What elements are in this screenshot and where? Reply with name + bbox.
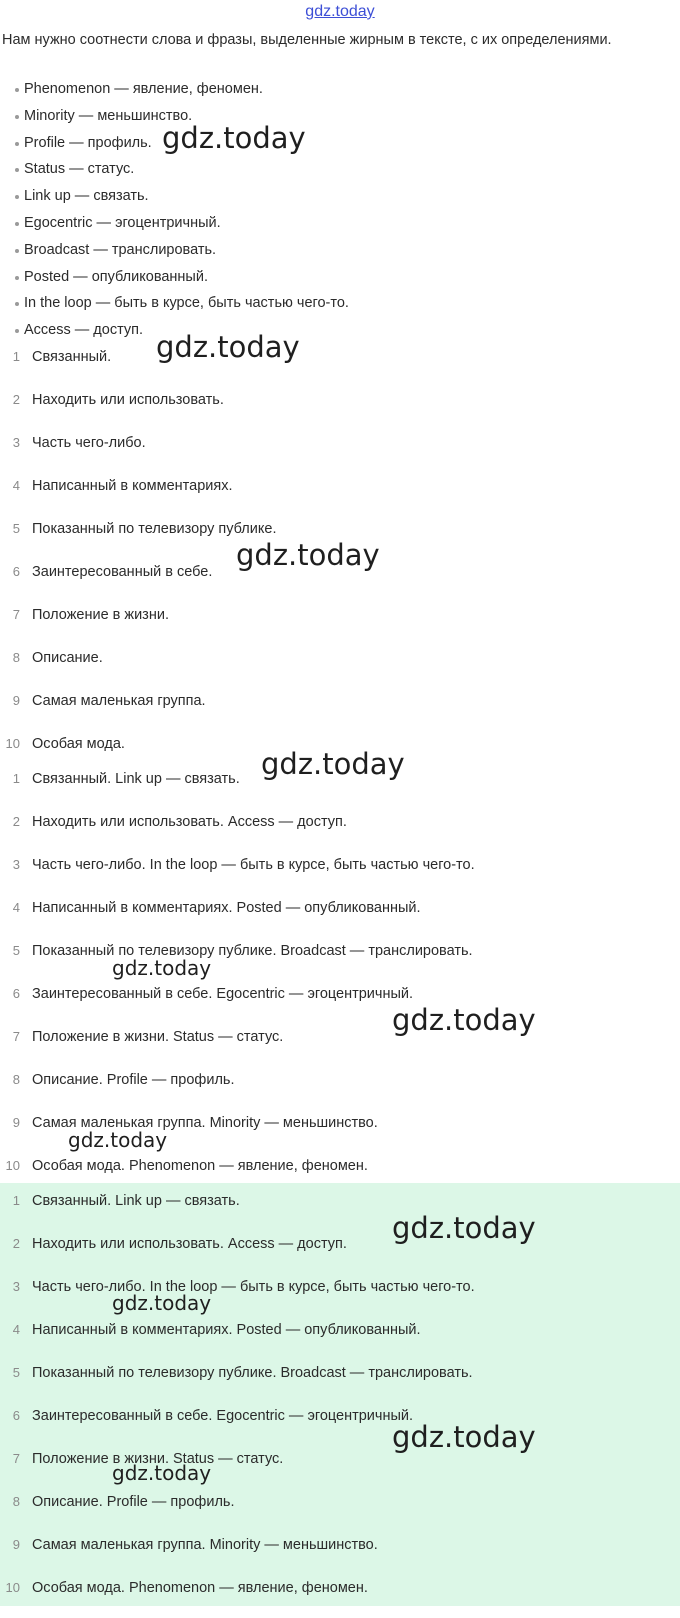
- list-item: 9 Самая маленькая группа. Minority — меньшинство.: [12, 1115, 378, 1131]
- vocab-item: Profile — профиль.: [0, 130, 680, 157]
- answer-list: [0, 1188, 680, 1618]
- vocab-list: [0, 76, 680, 344]
- list-item: 10 Особая мода. Phenomenon — явление, феномен.: [5, 1158, 368, 1174]
- watermark: gdz.today: [68, 1128, 168, 1152]
- site-header-link[interactable]: gdz.today: [305, 3, 375, 20]
- list-item: 4 Написанный в комментариях.: [12, 478, 233, 494]
- list-item: 3 Часть чего-либо. In the loop — быть в курсе, быть частью чего-то.: [12, 857, 475, 873]
- list-item: 10 Особая мода.: [5, 736, 125, 752]
- list-item: 8 Описание.: [12, 650, 103, 666]
- list-item: 10 Особая мода. Phenomenon — явление, феномен.: [5, 1580, 368, 1596]
- bullet-icon: [15, 115, 19, 119]
- watermark: gdz.today: [261, 747, 405, 781]
- watermark: gdz.today: [162, 121, 306, 155]
- list-item: 2 Находить или использовать.: [12, 392, 224, 408]
- vocab-item: Broadcast — транслировать.: [0, 237, 680, 264]
- bullet-icon: [15, 142, 19, 146]
- watermark: gdz.today: [112, 1461, 212, 1485]
- list-item: 1 Связанный. Link up — связать.: [12, 771, 240, 787]
- list-item: 5 Показанный по телевизору публике. Broadcast — транслировать.: [12, 1365, 473, 1381]
- watermark: gdz.today: [392, 1003, 536, 1037]
- list-item: 4 Написанный в комментариях. Posted — опубликованный.: [12, 900, 421, 916]
- list-item: 1 Связанный.: [12, 349, 112, 365]
- bullet-icon: [15, 276, 19, 280]
- list-item: 5 Показанный по телевизору публике. Broadcast — транслировать.: [12, 943, 473, 959]
- list-item: 6 Заинтересованный в себе.: [12, 564, 213, 580]
- list-item: 9 Самая маленькая группа.: [12, 693, 206, 709]
- list-item: 2 Находить или использовать. Access — доступ.: [12, 1236, 347, 1252]
- list-item: 6 Заинтересованный в себе. Egocentric — эгоцентричный.: [12, 986, 414, 1002]
- vocab-item: Minority — меньшинство.: [0, 103, 680, 130]
- list-item: 3 Часть чего-либо. In the loop — быть в курсе, быть частью чего-то.: [12, 1279, 475, 1295]
- list-item: 4 Написанный в комментариях. Posted — опубликованный.: [12, 1322, 421, 1338]
- watermark: gdz.today: [112, 1291, 212, 1315]
- bullet-icon: [15, 249, 19, 253]
- vocab-item: Egocentric — эгоцентричный.: [0, 210, 680, 237]
- list-item: 1 Связанный. Link up — связать.: [12, 1193, 240, 1209]
- list-item: 9 Самая маленькая группа. Minority — меньшинство.: [12, 1537, 378, 1553]
- list-item: 7 Положение в жизни.: [12, 607, 169, 623]
- list-item: 6 Заинтересованный в себе. Egocentric — эгоцентричный.: [12, 1408, 414, 1424]
- bullet-icon: [15, 168, 19, 172]
- list-item: 7 Положение в жизни. Status — статус.: [12, 1029, 284, 1045]
- matches-list: [0, 766, 680, 1196]
- vocab-item: Access — доступ.: [0, 317, 680, 344]
- list-item: 3 Часть чего-либо.: [12, 435, 146, 451]
- bullet-icon: [15, 329, 19, 333]
- watermark: gdz.today: [392, 1211, 536, 1245]
- watermark: gdz.today: [392, 1420, 536, 1454]
- intro-text: Нам нужно соотнести слова и фразы, выделенные жирным в тексте, с их определениями.: [2, 32, 612, 48]
- bullet-icon: [15, 88, 19, 92]
- list-item: 7 Положение в жизни. Status — статус.: [12, 1451, 284, 1467]
- bullet-icon: [15, 195, 19, 199]
- bullet-icon: [15, 302, 19, 306]
- watermark: gdz.today: [112, 956, 212, 980]
- watermark: gdz.today: [156, 330, 300, 364]
- vocab-item: Phenomenon — явление, феномен.: [0, 76, 680, 103]
- watermark: gdz.today: [236, 538, 380, 572]
- list-item: 5 Показанный по телевизору публике.: [12, 521, 277, 537]
- vocab-item: Link up — связать.: [0, 183, 680, 210]
- list-item: 8 Описание. Profile — профиль.: [12, 1494, 235, 1510]
- vocab-item: Posted — опубликованный.: [0, 264, 680, 291]
- list-item: 8 Описание. Profile — профиль.: [12, 1072, 235, 1088]
- list-item: 2 Находить или использовать. Access — доступ.: [12, 814, 347, 830]
- bullet-icon: [15, 222, 19, 226]
- definitions-list: [0, 344, 680, 774]
- vocab-item: In the loop — быть в курсе, быть частью чего-то.: [0, 290, 680, 317]
- vocab-item: Status — статус.: [0, 156, 680, 183]
